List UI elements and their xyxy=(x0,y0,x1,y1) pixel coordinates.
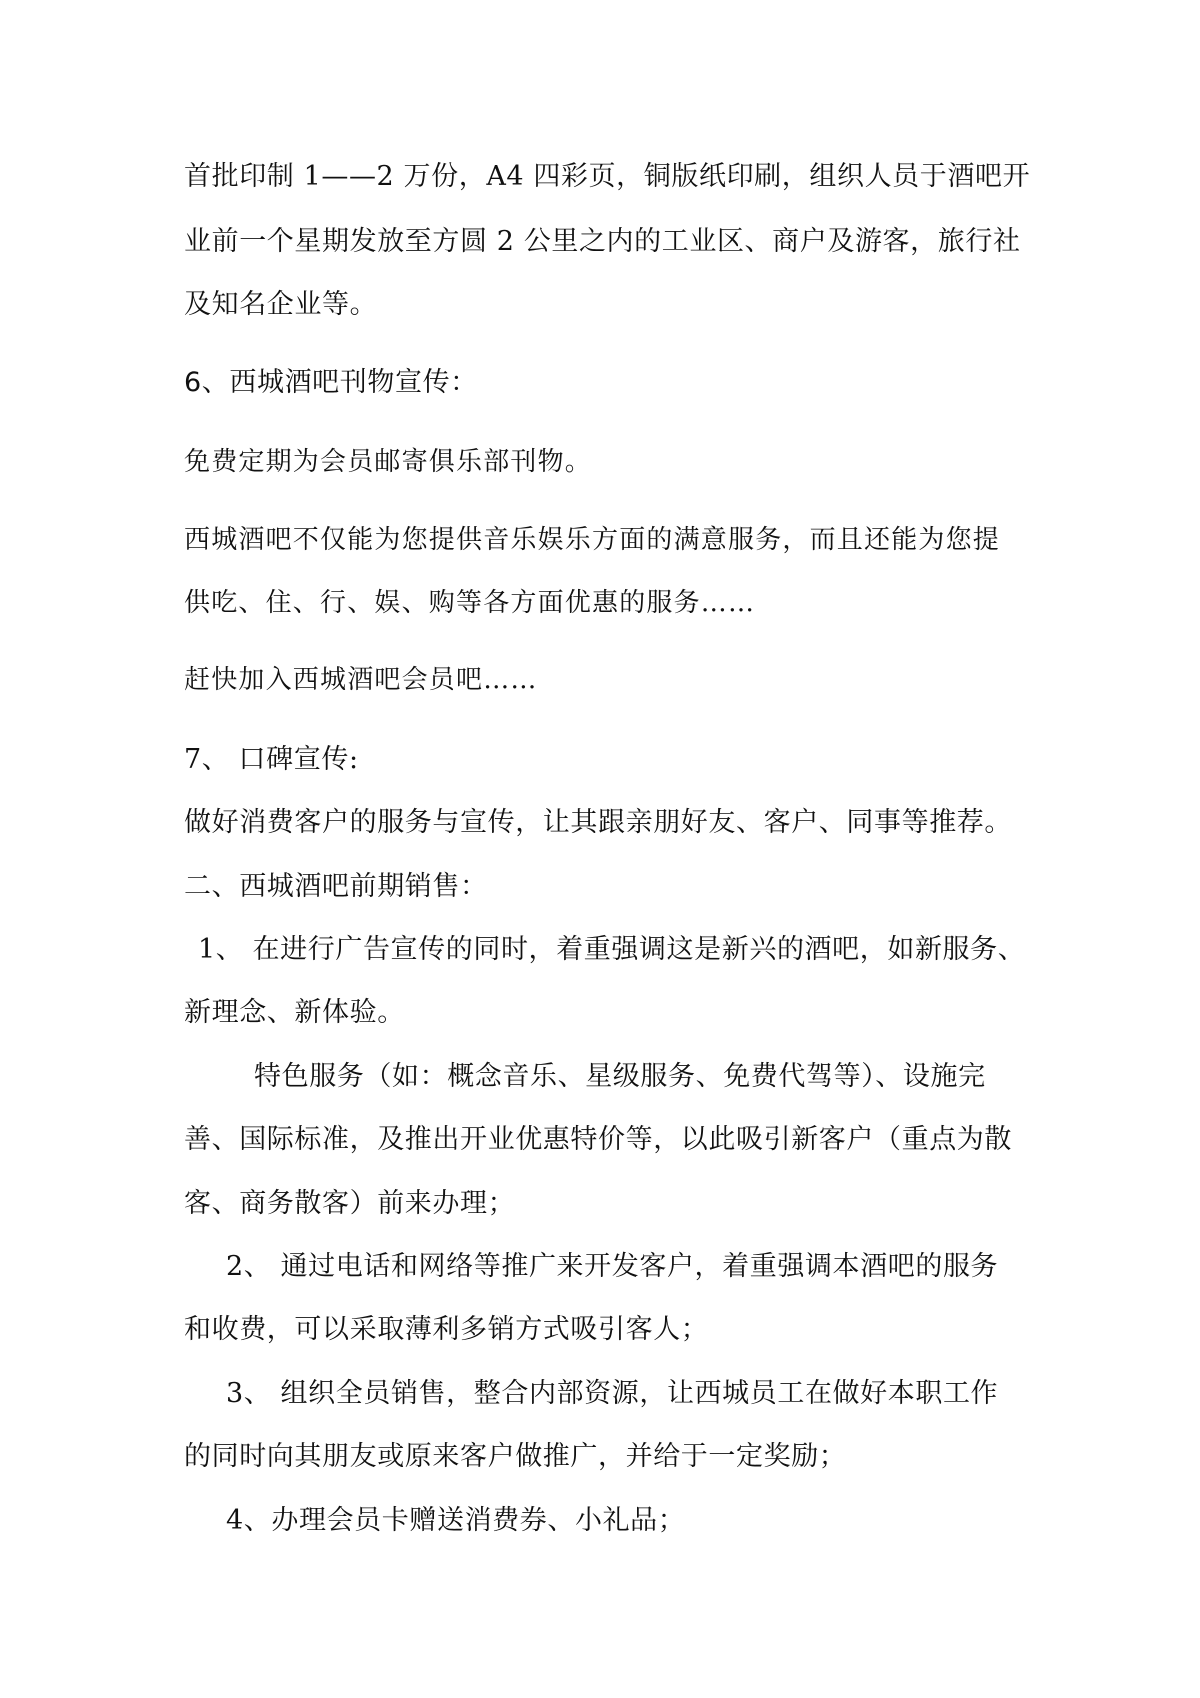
body-text-line: 客、商务散客）前来办理； xyxy=(184,1188,516,1219)
body-text-line: 供吃、住、行、娱、购等各方面优惠的服务…… xyxy=(184,588,756,618)
body-text-line: 的同时向其朋友或原来客户做推广，并给于一定奖励； xyxy=(184,1441,847,1472)
body-text-line: 赶快加入西城酒吧会员吧…… xyxy=(184,665,538,695)
body-text-line: 特色服务（如：概念音乐、星级服务、免费代驾等）、设施完 xyxy=(254,1061,986,1092)
list-item-text: 1、 在进行广告宣传的同时，着重强调这是新兴的酒吧，如新服务、 xyxy=(198,934,1026,965)
body-text-line: 业前一个星期发放至方圆 2 公里之内的工业区、商户及游客，旅行社 xyxy=(184,226,1021,257)
body-text-line: 善、国际标准，及推出开业优惠特价等，以此吸引新客户（重点为散 xyxy=(184,1124,1012,1155)
list-item-text: 2、 通过电话和网络等推广来开发客户，着重强调本酒吧的服务 xyxy=(226,1251,999,1282)
section-heading: 6、西城酒吧刊物宣传： xyxy=(184,367,478,398)
body-text-line: 免费定期为会员邮寄俱乐部刊物。 xyxy=(184,447,593,477)
section-heading: 二、西城酒吧前期销售： xyxy=(184,871,488,902)
body-text-line: 及知名企业等。 xyxy=(184,289,378,320)
body-text-line: 和收费，可以采取薄利多销方式吸引客人； xyxy=(184,1314,709,1345)
list-item-text: 4、办理会员卡赠送消费券、小礼品； xyxy=(226,1505,686,1536)
body-text-line: 首批印制 1——2 万份，A4 四彩页，铜版纸印刷，组织人员于酒吧开 xyxy=(184,161,1031,192)
section-heading: 7、 口碑宣传: xyxy=(184,744,359,775)
body-text-line: 做好消费客户的服务与宣传，让其跟亲朋好友、客户、同事等推荐。 xyxy=(184,807,1012,838)
body-text-line: 新理念、新体验。 xyxy=(184,997,405,1028)
list-item-text: 3、 组织全员销售，整合内部资源，让西城员工在做好本职工作 xyxy=(226,1378,999,1409)
body-text-line: 西城酒吧不仅能为您提供音乐娱乐方面的满意服务，而且还能为您提 xyxy=(184,525,1001,555)
